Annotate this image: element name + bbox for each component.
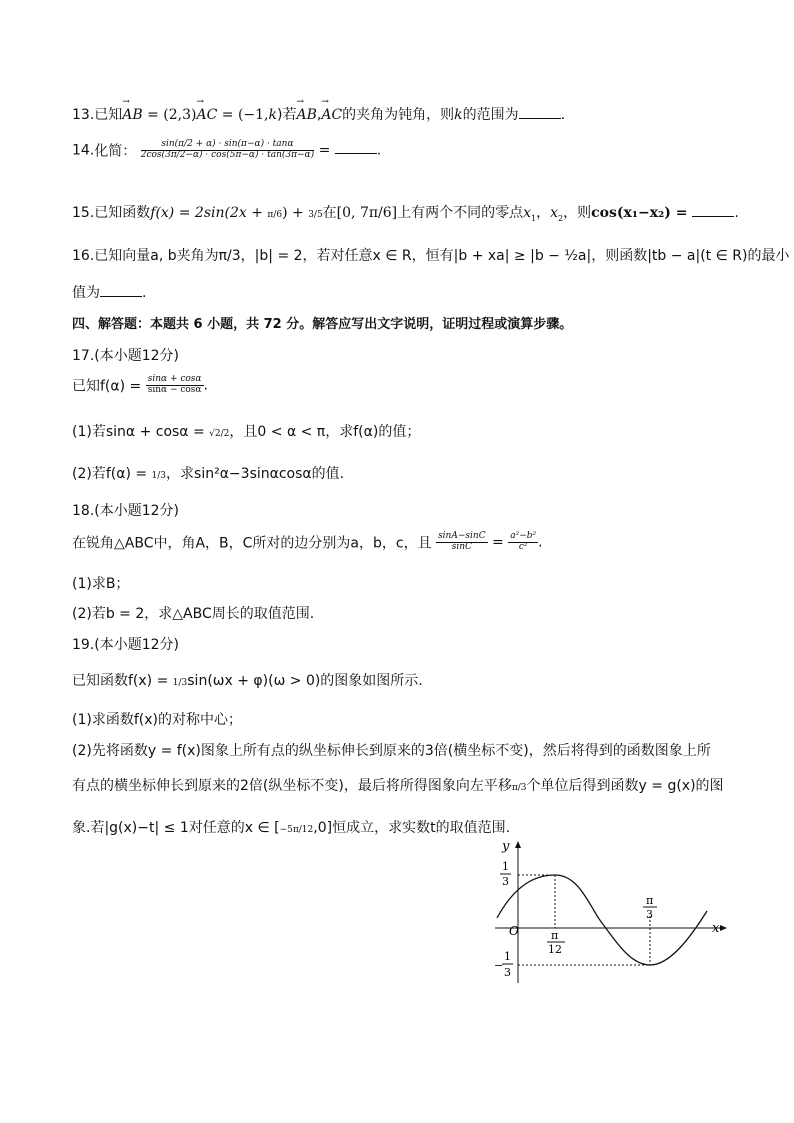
q18-given-text: 在锐角△ABC中，角A，B，C所对的边分别为a，b，c，且 xyxy=(72,535,432,552)
x-axis-label: x xyxy=(712,921,720,936)
y-min-den: 3 xyxy=(504,966,511,979)
q19-heading: 19.(本小题12分) xyxy=(72,637,180,653)
q15-text4: ，则 xyxy=(563,205,592,221)
answer-blank[interactable] xyxy=(335,141,377,154)
q19-part2-line2-frac: π/3 xyxy=(511,783,527,793)
q18-fraction1 xyxy=(436,532,488,553)
q15-cos: cos(x₁−x₂) = xyxy=(591,205,693,221)
q18-eq: = xyxy=(487,534,509,551)
q17-part2-b: ，求sin²α−3sinαcosα的值. xyxy=(166,466,345,482)
q18-part2: (2)若b = 2，求△ABC周长的取值范围. xyxy=(72,606,315,622)
x-pi3-num: π xyxy=(646,894,654,907)
q19-part2-line1: (2)先将函数y = f(x)图象上所有点的纵坐标伸长到原来的3倍(横坐标不变)，然后将得到的函数图象上所 xyxy=(72,743,711,759)
q15-interval: [0, 7π/6] xyxy=(336,205,398,221)
q19-given-frac: 1/3 xyxy=(172,678,188,688)
q15-fx: f(x) xyxy=(150,205,175,221)
q17-part2-a: (2)若f(α) = xyxy=(72,466,152,482)
q15-pi6: π/6 xyxy=(267,210,283,220)
q17-part1-b: ，且0 < α < π，求f(α)的值； xyxy=(229,424,421,440)
question-16-line1 xyxy=(72,245,789,265)
q13-text3: 的范围为 xyxy=(462,107,519,123)
q15-frac35: 3/5 xyxy=(308,210,323,220)
question-13 xyxy=(72,104,565,124)
vector-ac-2: → AC xyxy=(321,107,342,123)
q13-k2: k xyxy=(454,107,463,123)
q19-given-a: 已知函数f(x) = xyxy=(72,673,173,689)
q14-eq: = xyxy=(314,142,335,159)
vector-ab-2: → AB xyxy=(296,107,316,123)
y-max-den: 3 xyxy=(502,875,509,888)
answer-blank[interactable] xyxy=(100,284,142,297)
q18-frac2-num: a²−b² xyxy=(510,531,537,541)
q13-k: k xyxy=(268,107,277,123)
q18-frac1-num: sinA−sinC xyxy=(438,531,486,541)
y-max-num: 1 xyxy=(502,860,509,873)
q14-numerator: sin(π/2 + α) · sin(π−α) · tanα xyxy=(141,140,314,151)
q17-part2 xyxy=(72,463,344,483)
q15-plus: ) + xyxy=(282,205,309,221)
question-14 xyxy=(72,140,381,161)
vector-ac: → AC xyxy=(197,107,218,123)
q19-part2-line3 xyxy=(72,817,510,837)
q15-comma: ， xyxy=(536,205,551,221)
sine-curve xyxy=(497,875,707,965)
q19-part2-line2-a: 有点的横坐标伸长到原来的2倍(纵坐标不变)，最后将所得图象向左平移 xyxy=(72,778,512,794)
q13-end: . xyxy=(560,107,566,123)
y-min-num: 1 xyxy=(504,950,511,963)
q17-fraction xyxy=(146,375,204,396)
q19-part2-line3-frac: −5π/12 xyxy=(279,825,314,835)
q13-text2: 的夹角为钝角，则 xyxy=(342,107,455,123)
origin-label: O xyxy=(509,924,519,938)
question-16-line2 xyxy=(72,282,146,302)
q17-frac-den: sinα − cosα xyxy=(147,384,202,395)
section-title: 四、解答题：本题共 6 小题，共 72 分。解答应写出文字说明，证明过程或演算步骤。 xyxy=(72,317,573,332)
q18-part1: (1)求B； xyxy=(72,576,130,592)
q18-fraction2 xyxy=(508,532,538,553)
q19-given xyxy=(72,670,423,690)
q15-end: . xyxy=(734,205,739,221)
q13-text: 已知 xyxy=(94,107,123,123)
q17-given xyxy=(72,375,208,396)
q13-comma: , xyxy=(316,107,322,123)
q17-part2-frac: 1/3 xyxy=(151,471,167,481)
q14-end: . xyxy=(376,142,382,159)
q17-given-text: 已知f(α) = xyxy=(72,378,146,395)
q19-part1: (1)求函数f(x)的对称中心； xyxy=(72,712,242,728)
q15-text1: 已知函数 xyxy=(94,205,151,221)
q15-sub2: 2 xyxy=(558,213,564,223)
q14-fraction xyxy=(141,140,314,161)
answer-blank[interactable] xyxy=(519,106,561,119)
sine-graph-figure xyxy=(495,838,730,988)
q13-eq3: )若 xyxy=(277,107,297,123)
q18-frac1-den: sinC xyxy=(451,541,472,552)
q18-given-end: . xyxy=(538,534,543,551)
q17-part1 xyxy=(72,421,420,441)
q19-part2-line3-b: ,0]恒成立，求实数t的取值范围. xyxy=(313,820,511,836)
q15-sub1: 1 xyxy=(531,213,537,223)
q18-frac2-den: c² xyxy=(518,541,528,552)
q19-given-b: sin(ωx + φ)(ω > 0)的图象如图所示. xyxy=(187,673,423,689)
q16-end: . xyxy=(142,285,147,301)
y-axis-label: y xyxy=(502,839,510,854)
q16-number: 16. xyxy=(72,248,95,264)
q15-eq: = 2sin(2x + xyxy=(174,205,268,221)
q17-part1-a: (1)若sinα + cosα = xyxy=(72,424,210,440)
q15-text3: 上有两个不同的零点 xyxy=(397,205,524,221)
q19-part2-line3-a: 象.若|g(x)−t| ≤ 1对任意的x ∈ [ xyxy=(72,820,280,836)
q13-eq2: = (−1, xyxy=(217,107,269,123)
answer-blank[interactable] xyxy=(692,204,734,217)
q14-number: 14. xyxy=(72,142,95,159)
q17-frac-num: sinα + cosα xyxy=(147,374,202,384)
q19-part2-line2 xyxy=(72,775,724,795)
q19-part2-line2-b: 个单位后得到函数y = g(x)的图 xyxy=(526,778,724,794)
q16-text-line2: 值为 xyxy=(72,285,100,301)
q18-given xyxy=(72,532,543,553)
x-axis-arrow xyxy=(720,925,727,931)
x-pi12-num: π xyxy=(551,929,559,942)
question-15 xyxy=(72,202,739,223)
q13-number: 13. xyxy=(72,107,95,123)
x-pi3-den: 3 xyxy=(646,908,653,921)
q17-given-end: . xyxy=(203,377,208,394)
q14-denominator: 2cos(3π/2−α) · cos(5π−α) · tan(3π−α) xyxy=(140,149,315,160)
x-pi12-den: 12 xyxy=(548,943,562,956)
q14-text: 化简： xyxy=(94,143,137,160)
q15-number: 15. xyxy=(72,205,95,221)
q18-heading: 18.(本小题12分) xyxy=(72,503,180,519)
q17-heading: 17.(本小题12分) xyxy=(72,348,180,364)
q16-text-line1: 已知向量a, b夹角为π/3，|b| = 2，若对任意x ∈ R，恒有|b + xa| ≥ |b − ½a|，则函数|tb − a|(t ∈ R)的最小 xyxy=(94,248,790,264)
q15-x2: x xyxy=(550,205,559,221)
vector-ab: → AB xyxy=(122,107,142,123)
y-axis-arrow xyxy=(515,841,521,848)
q15-text2: 在 xyxy=(322,205,337,221)
q15-x1: x xyxy=(523,205,532,221)
q13-eq1: = (2,3) xyxy=(142,107,197,123)
y-min-sign: − xyxy=(494,959,504,972)
q17-part1-frac: √2/2 xyxy=(209,429,230,439)
